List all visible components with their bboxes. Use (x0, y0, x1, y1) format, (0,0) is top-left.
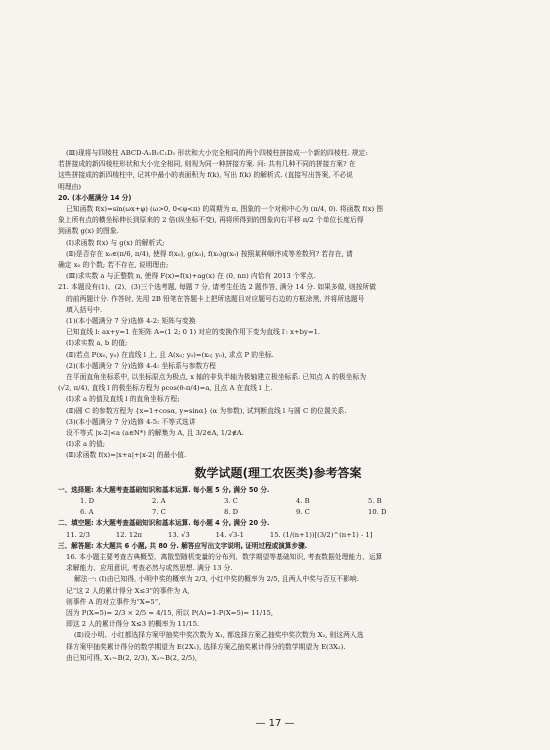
choice-answer: 2. A (152, 496, 166, 505)
text-line: 填入括号中. (66, 305, 103, 314)
text-line: 则事件 A 的对立事件为“X=5”, (66, 597, 161, 606)
text-line: (Ⅱ)设小明、小红都选择方案甲抽奖中奖次数为 X₁, 都选择方案乙抽奖中奖次数为 X₂, 则这两人选 (74, 631, 364, 640)
section-choice-answers (58, 485, 498, 519)
text-line: 已知直线 l: ax+y=1 在矩阵 A=(1 2; 0 1) 对应的变换作用下变为直线 l′: x+by=1. (66, 328, 321, 337)
text-line: (Ⅰ)求实数 a, b 的值; (66, 339, 128, 348)
choice-answer: 9. C (296, 508, 310, 517)
text-line: 的前两题计分. 作答时, 先用 2B 铅笔在答题卡上把所选题目对应题号右边的方框涂黑, 并将所选题号 (66, 294, 365, 303)
section-fill-answers (58, 518, 498, 540)
text-line: (Ⅲ)求实数 a 与正整数 n, 使得 F(x)=f(x)+ag(x) 在 (0, nπ) 内恰有 2013 个零点. (66, 272, 316, 281)
choice-answer: 3. C (224, 496, 238, 505)
fill-answer: 13. √3 (168, 530, 190, 539)
text-line: (Ⅰ)求函数 f(x) 与 g(x) 的解析式; (66, 238, 165, 247)
choice-answer: 5. B (368, 496, 382, 505)
text-line: (Ⅱ)若点 P(x₀, y₀) 在直线 l 上, 且 A(x₀; y₀)=(x₀; y₀), 求点 P 的坐标. (66, 350, 274, 359)
question-19-part-3 (58, 148, 498, 193)
text-line: 因为 P(X=5)= 2/3 × 2/5 = 4/15, 所以 P(A)=1-P(X=5)= 11/15, (66, 608, 274, 617)
choice-answer: 4. B (296, 496, 310, 505)
question-heading: 20. (本小题满分 14 分) (58, 193, 132, 202)
text-line: 已知函数 f(x)=sin(ωx+φ) (ω>0, 0<φ<π) 的周期为 π, 图象的一个对称中心为 (π/4, 0). 将函数 f(x) 图 (66, 205, 384, 214)
text-line: (Ⅲ)现将与四棱柱 ABCD-A₁B₁C₁D₁ 形状和大小完全相同的两个四棱柱拼接成一个新的四棱柱. 规定: (66, 149, 368, 157)
section-heading: 一、选择题: 本大题考查基础知识和基本运算. 每小题 5 分, 满分 50 分. (58, 485, 270, 494)
text-line: 即这 2 人的累计得分 X≤3 的概率为 11/15. (66, 620, 200, 629)
text-line: (√2, π/4), 直线 l 的极坐标方程为 ρcos(θ-π/4)=a, 且点 A 在直线 l 上. (58, 384, 273, 393)
page-number: — 17 — (255, 718, 295, 729)
page-content (58, 148, 498, 664)
choice-answer: 7. C (152, 508, 166, 517)
text-line: (2)(本小题满分 7 分)选修 4-4: 坐标系与参数方程 (66, 361, 216, 370)
text-line: 在平面直角坐标系中, 以坐标原点为极点, x 轴的非负半轴为极轴建立极坐标系. 已知点 A 的极坐标为 (66, 373, 367, 382)
choice-answer: 8. D (224, 508, 239, 517)
choice-answer: 10. D (368, 508, 387, 517)
text-line: (Ⅱ)是否存在 x₀∈(π/6, π/4), 使得 f(x₀), g(x₀), f(x₀)g(x₀) 按照某种顺序成等差数列? 若存在, 请 (66, 249, 353, 258)
section-heading: 二、填空题: 本大题考查基础知识和基本运算. 每小题 4 分, 满分 20 分. (58, 519, 270, 528)
text-line: (1)(本小题满分 7 分)选修 4-2: 矩阵与变换 (66, 317, 196, 326)
question-21 (58, 282, 498, 461)
fill-answer-row (58, 530, 498, 541)
text-line: 求解能力、应用意识, 考查必然与或然思想. 满分 13 分. (66, 564, 233, 573)
fill-answer: 14. √3-1 (215, 530, 244, 539)
choice-answer: 6. A (80, 508, 94, 517)
text-line: 16. 本小题主要考查古典概型、离散型随机变量的分布列、数学期望等基础知识, 考查数据处理能力、运算 (66, 552, 383, 561)
text-line: 象上所有点的横坐标伸长到原来的 2 倍(纵坐标不变), 再将所得到的图象向右平移 π/2 个单位长度后得 (58, 216, 364, 225)
text-line: 到函数 g(x) 的图象. (58, 227, 119, 236)
text-line: 确定 x₀ 的个数; 若不存在, 说明理由; (58, 261, 169, 270)
answers-title: 数学试题(理工农医类)参考答案 (194, 465, 362, 480)
fill-answer: 11. 2/3 (66, 530, 90, 539)
section-heading: 三、解答题: 本大题共 6 小题, 共 80 分. 解答应写出文字说明, 证明过程或演算步骤. (58, 541, 308, 550)
text-line: (Ⅱ)圆 C 的参数方程为 {x=1+cosα, y=sinα} (α 为参数), 试判断直线 l 与圆 C 的位置关系. (66, 406, 347, 415)
text-line: 择方案甲抽奖累计得分的数学期望为 E(2X₁), 选择方案乙抽奖累计得分的数学期望为 E(3X₂). (66, 642, 346, 651)
question-20 (58, 193, 498, 283)
text-line: (Ⅰ)求 a 的值; (66, 440, 106, 449)
fill-answer: 12. 12π (115, 530, 143, 539)
text-line: 设不等式 |x-2|<a (a∈N*) 的解集为 A, 且 3/2∈A, 1/2∉A. (66, 429, 244, 438)
choice-answer-grid (58, 496, 440, 518)
section-solutions (58, 541, 498, 664)
fill-answer: 15. (1/(n+1))[(3/2)^(n+1) - 1] (269, 530, 373, 539)
text-line: 若拼接成的新四棱柱形状和大小完全相同, 则视为同一种拼接方案. 问: 共有几种不同的拼接方案? 在 (58, 160, 356, 169)
text-line: (Ⅱ)求函数 f(x)=|x+a|+|x-2| 的最小值. (66, 451, 187, 460)
text-line: 21. 本题设有(1)、(2)、(3)三个选考题, 每题 7 分, 请考生任选 2 题作答, 满分 14 分. 如果多做, 则按所做 (58, 283, 377, 292)
text-line: 由已知可得, X₁~B(2, 2/3), X₂~B(2, 2/5), (66, 653, 198, 662)
text-line: 明理由) (58, 182, 82, 191)
choice-answer: 1. D (80, 496, 95, 505)
text-line: 这些拼接成的新四棱柱中, 记其中最小的表面积为 f(k), 写出 f(k) 的解析式. (直接写出答案, 不必说 (58, 171, 353, 180)
text-line: 解法一: (Ⅰ)由已知得, 小明中奖的概率为 2/3, 小红中奖的概率为 2/5, 且两人中奖与否互不影响. (74, 575, 359, 584)
text-line: 记“这 2 人的累计得分 X≤3”的事件为 A, (66, 586, 190, 595)
text-line: (Ⅰ)求 a 的值及直线 l 的直角坐标方程; (66, 395, 180, 404)
text-line: (3)(本小题满分 7 分)选修 4-5: 不等式选讲 (66, 417, 196, 426)
